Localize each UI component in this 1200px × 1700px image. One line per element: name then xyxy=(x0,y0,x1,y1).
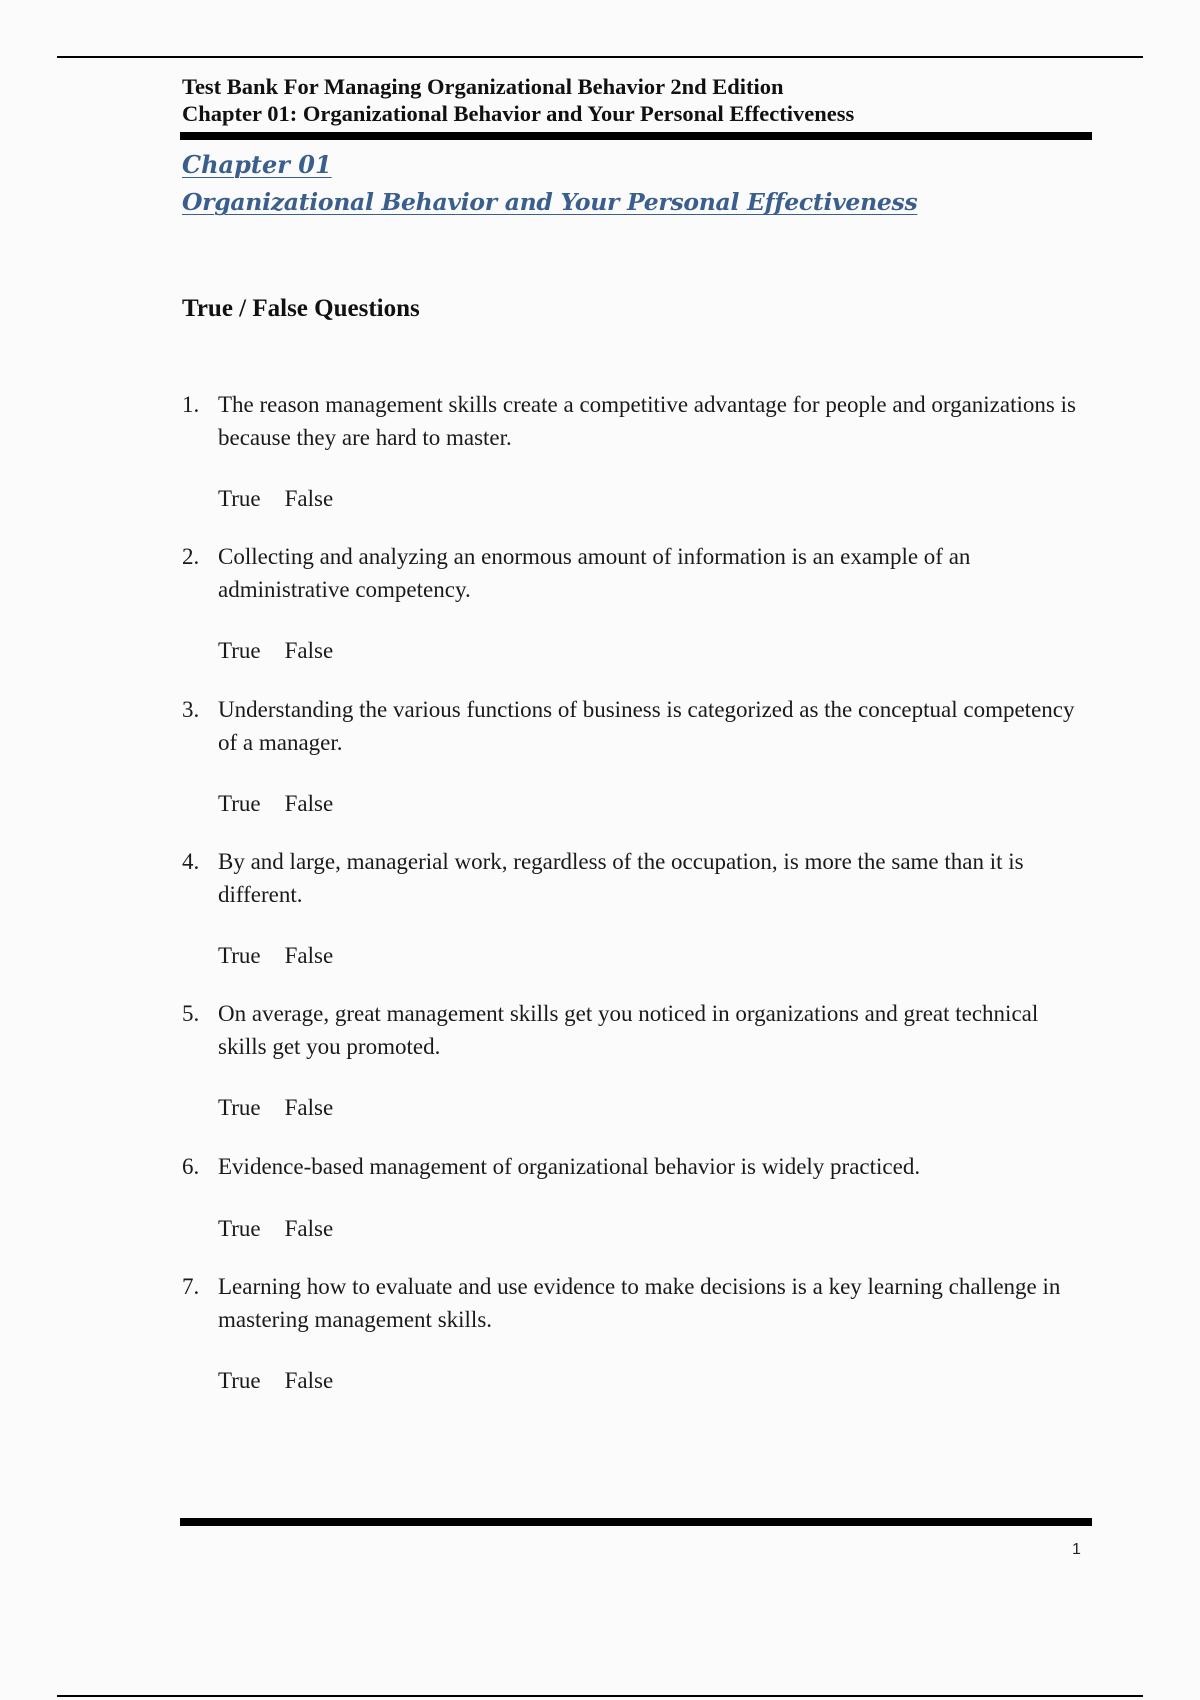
page-number: 1 xyxy=(1072,1541,1081,1558)
question-text: By and large, managerial work, regardless of the occupation, is more the same than it is different. xyxy=(218,849,1024,907)
answer-false: False xyxy=(284,486,334,511)
answer-false: False xyxy=(284,943,334,968)
question-number: 4. xyxy=(182,849,200,874)
question-item xyxy=(182,694,1082,821)
answer-options xyxy=(218,1092,1082,1125)
question-text: Understanding the various functions of business is categorized as the conceptual competency of a manager. xyxy=(218,697,1075,755)
question-text: The reason management skills create a competitive advantage for people and organizations is because they are hard to master. xyxy=(218,392,1076,450)
chapter-title-link[interactable]: Organizational Behavior and Your Personal Effectiveness xyxy=(182,188,918,216)
question-item xyxy=(182,998,1082,1125)
header-book-title: Test Bank For Managing Organizational Behavior 2nd Edition xyxy=(182,74,784,99)
answer-options xyxy=(218,1365,1082,1398)
answer-false: False xyxy=(284,1215,334,1241)
question-number: 2. xyxy=(182,544,200,569)
running-header xyxy=(182,73,1092,127)
question-number: 6. xyxy=(182,1154,200,1179)
question-number: 7. xyxy=(182,1274,200,1299)
question-item xyxy=(182,1271,1082,1398)
page-bottom-border xyxy=(57,1695,1143,1697)
answer-false: False xyxy=(284,1368,334,1393)
page-top-border xyxy=(57,56,1143,58)
answer-true: True xyxy=(218,1215,261,1241)
question-number: 5. xyxy=(182,1001,200,1026)
answer-options xyxy=(218,1213,1082,1246)
answer-options xyxy=(218,788,1082,821)
question-number: 1. xyxy=(182,392,200,417)
answer-options xyxy=(218,483,1082,516)
question-text: On average, great management skills get you noticed in organizations and great technical skills get you promoted. xyxy=(218,1001,1039,1059)
answer-options xyxy=(218,635,1082,668)
answer-true: True xyxy=(218,1095,261,1120)
question-text: Collecting and analyzing an enormous amount of information is an example of an administrative competency. xyxy=(218,544,971,602)
answer-true: True xyxy=(218,791,261,816)
answer-true: True xyxy=(218,1368,261,1393)
question-text: Learning how to evaluate and use evidence to make decisions is a key learning challenge in mastering management skills. xyxy=(218,1274,1061,1332)
answer-false: False xyxy=(284,791,334,816)
header-rule xyxy=(180,132,1092,140)
answer-options xyxy=(218,940,1082,973)
answer-true: True xyxy=(218,943,261,968)
answer-false: False xyxy=(284,1095,334,1120)
answer-true: True xyxy=(218,638,261,663)
answer-false: False xyxy=(284,638,334,663)
question-item xyxy=(182,389,1082,516)
question-item xyxy=(182,1151,1082,1245)
answer-true: True xyxy=(218,486,261,511)
header-chapter-title: Chapter 01: Organizational Behavior and Your Personal Effectiveness xyxy=(182,101,855,126)
question-item xyxy=(182,846,1082,973)
chapter-number-link[interactable]: Chapter 01 xyxy=(182,150,332,179)
footer-rule xyxy=(180,1518,1092,1526)
question-text: Evidence-based management of organizational behavior is widely practiced. xyxy=(218,1154,921,1179)
question-number: 3. xyxy=(182,697,200,722)
section-title: True / False Questions xyxy=(182,295,420,322)
question-item xyxy=(182,541,1082,668)
